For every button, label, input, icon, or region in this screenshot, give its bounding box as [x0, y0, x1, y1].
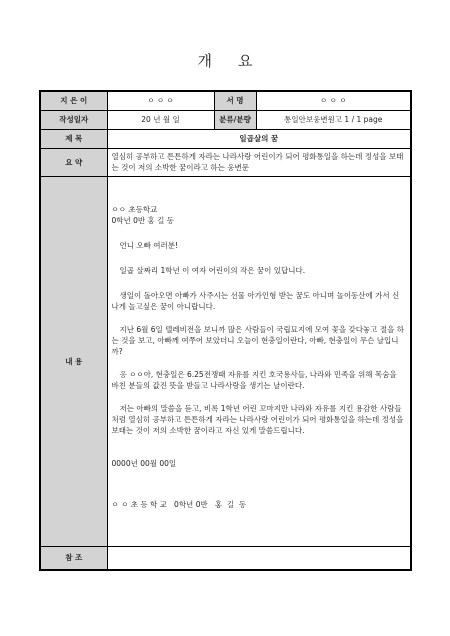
school-line: ㅇㅇ 초등학교 — [111, 204, 158, 214]
row-author — [40, 91, 411, 110]
date-value: 20 년 월 일 — [107, 110, 214, 129]
reference-value — [107, 546, 411, 570]
content-label: 내 용 — [40, 176, 107, 546]
subject-value: 일곱살의 꿈 — [107, 129, 411, 148]
signature-line: ㅇ ㅇ 초 등 학 교 0학년 0반 홍 길 동 — [111, 499, 247, 509]
content-body — [107, 176, 411, 546]
row-reference — [40, 546, 411, 570]
summary-label: 요 약 — [40, 148, 107, 176]
class-line: 0학년 0반 홍 길 동 — [111, 215, 175, 225]
page-title: 개요 — [197, 52, 279, 70]
category-label: 분류/분량 — [214, 110, 256, 129]
paragraph-3: 지난 6월 6일 텔레비전을 보니까 많은 사람들이 국립묘지에 모여 꽃을 갖다놓고 절을 하는 것을 보고, 아빠께 여쭈어 보았더니 오늘이 현충일이란다, 아빠, 현충일이 무슨 날입니까? — [111, 324, 404, 356]
paragraph-2: 생일이 돌아오면 아빠가 사주시는 선물 아가인형 받는 꿈도 아니며 놀이동산에 가서 신나게 놀고싶은 꿈이 아니랍니다. — [111, 290, 400, 311]
row-subject — [40, 129, 411, 148]
reference-label: 참 조 — [40, 546, 107, 570]
summary-form-table — [39, 90, 412, 571]
signature-value: ㅇ ㅇ ㅇ — [256, 91, 411, 110]
category-value: 통일안보웅변원고 1 / 1 page — [256, 110, 411, 129]
row-content — [40, 176, 411, 546]
author-label: 지 은 이 — [40, 91, 107, 110]
signature-label: 서 명 — [214, 91, 256, 110]
paragraph-4: 응 ㅇㅇ아, 현충일은 6.25전쟁때 자유를 지킨 호국용사들, 나라와 민족을 위해 목숨을 바친 분들의 값진 뜻을 받들고 나라사랑을 생기는 날이란다. — [111, 369, 397, 390]
greeting: 언니 오빠 여러분! — [119, 240, 178, 250]
paragraph-5: 저는 아빠의 말씀을 듣고, 비록 1학년 어린 꼬마지만 나라와 자유를 지킨 용감한 사람들처럼 열심히 공부하고 튼튼하게 자라는 나라사랑 어린이가 되어 평화통일을 하는데 정성을 보태는 것이 저의 소박한 꿈이라고 자신 있게 말씀드립니다. — [111, 403, 404, 435]
summary-value: 열심히 공부하고 튼튼하게 자라는 나라사랑 어린이가 되어 평화통일을 하는데 정성을 보태는 것이 저의 소박한 꿈이라고 하는 웅변문 — [107, 148, 411, 176]
paragraph-1: 일곱 살짜리 1학년 이 여자 어린이의 작은 꿈이 있답니다. — [119, 265, 306, 275]
row-date — [40, 110, 411, 129]
date-line: 0000년 00월 00일 — [111, 458, 177, 468]
subject-label: 제 목 — [40, 129, 107, 148]
author-value: ㅇ ㅇ ㅇ — [107, 91, 214, 110]
row-summary — [40, 148, 411, 176]
date-label: 작성일자 — [40, 110, 107, 129]
